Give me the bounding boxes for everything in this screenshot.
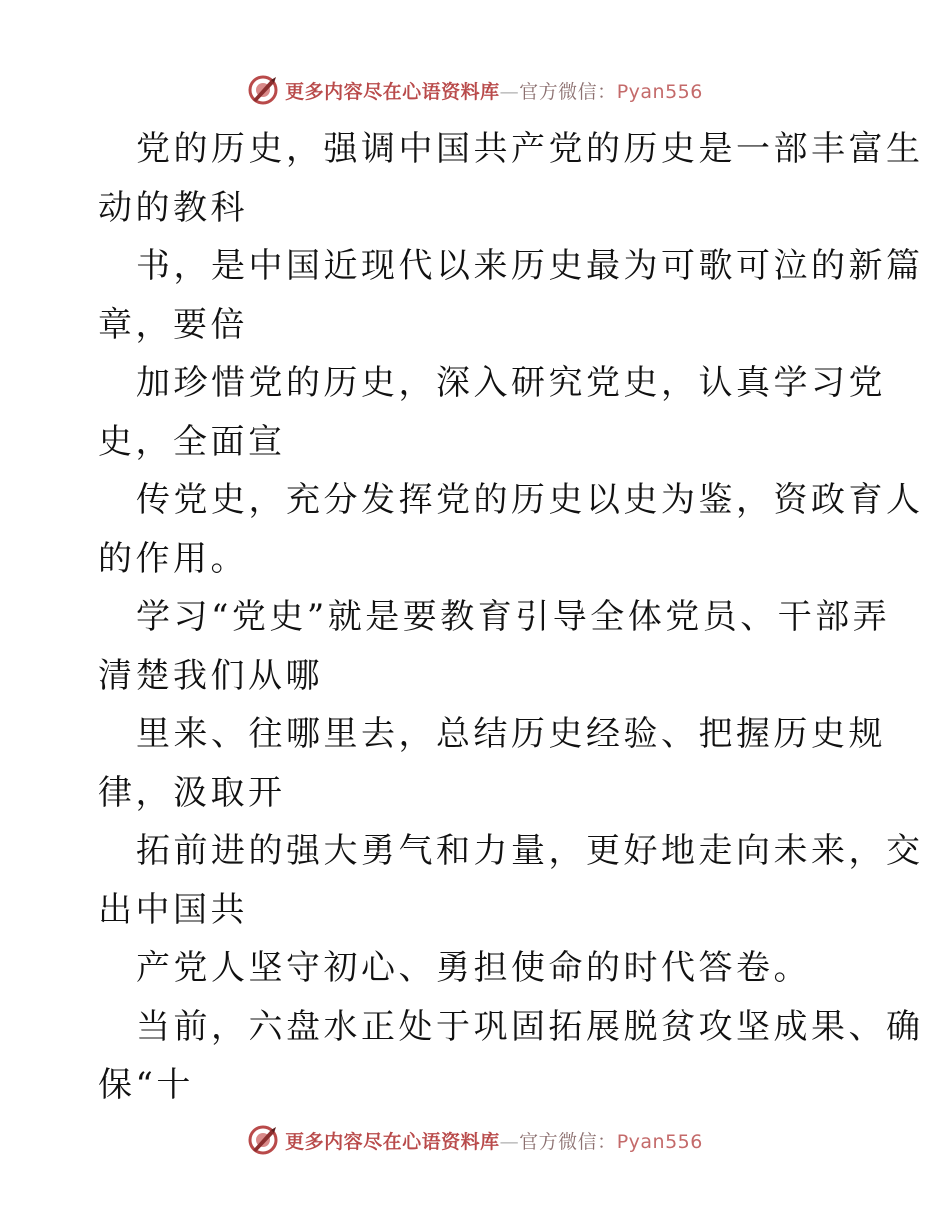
- watermark-dash: —: [499, 80, 520, 103]
- body-line: 当前，六盘水正处于巩固拓展脱贫攻坚成果、确: [136, 1006, 924, 1047]
- body-line: 传党史，充分发挥党的历史以史为鉴，资政育人: [136, 480, 924, 520]
- footer-watermark: [0, 1120, 950, 1160]
- document-body: [98, 120, 924, 1115]
- body-line: 史，全面宣: [98, 421, 286, 462]
- body-line: 学习“党史”就是要教育引导全体党员、干部弄: [136, 597, 891, 637]
- body-line: 产党人坚守初心、勇担使命的时代答卷。: [136, 948, 811, 988]
- body-line: 书，是中国近现代以来历史最为可歌可泣的新篇: [136, 246, 924, 286]
- watermark-brand: 更多内容尽在心语资料库: [285, 80, 500, 103]
- body-line: 的作用。: [98, 538, 248, 579]
- watermark-wechat-label: 官方微信：: [519, 80, 617, 103]
- watermark-wechat-label: 官方微信：: [519, 1130, 617, 1153]
- body-line: 加珍惜党的历史，深入研究党史，认真学习党: [136, 363, 886, 403]
- body-line: 章，要倍: [98, 304, 248, 345]
- watermark-account: Pyan556: [616, 80, 703, 103]
- body-line: 保“十: [98, 1065, 194, 1105]
- body-line: 清楚我们从哪: [98, 655, 323, 696]
- watermark-dash: —: [499, 1130, 520, 1153]
- watermark-account: Pyan556: [616, 1130, 703, 1153]
- body-line: 里来、往哪里去，总结历史经验、把握历史规: [136, 714, 886, 754]
- brand-logo-icon: [247, 74, 279, 106]
- body-line: 出中国共: [98, 889, 248, 930]
- body-line: 拓前进的强大勇气和力量，更好地走向未来，交: [136, 831, 924, 871]
- body-line: 党的历史，强调中国共产党的历史是一部丰富生: [136, 129, 924, 169]
- brand-logo-icon: [247, 1124, 279, 1156]
- body-line: 律，汲取开: [98, 772, 286, 813]
- watermark-brand: 更多内容尽在心语资料库: [285, 1130, 500, 1153]
- watermark-text: [285, 1127, 703, 1154]
- body-line: 动的教科: [98, 187, 248, 228]
- watermark-text: [285, 77, 703, 104]
- header-watermark: [0, 70, 950, 110]
